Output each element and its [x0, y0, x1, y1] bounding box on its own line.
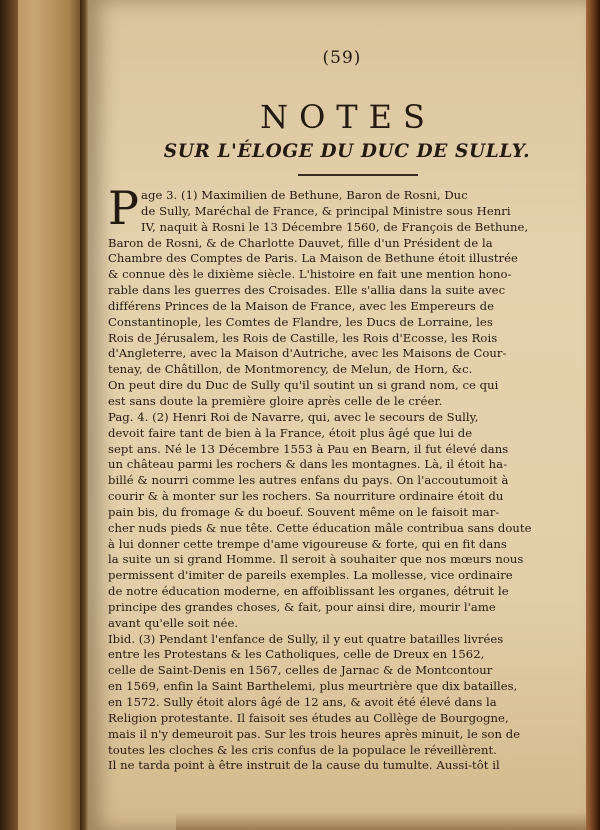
- title-rule: [298, 174, 418, 176]
- text-line: différens Princes de la Maison de France, avec les Empereurs de: [108, 298, 495, 313]
- text-line: billé & nourri comme les autres enfans du pays. On l'accoutumoit à: [108, 473, 509, 488]
- text-line: sept ans. Né le 13 Décembre 1553 à Pau en Bearn, il fut élevé dans: [108, 441, 509, 456]
- text-line: est sans doute la première gloire après celle de le créer.: [108, 393, 443, 408]
- text-line: pain bis, du fromage & du boeuf. Souvent même on le faisoit mar-: [108, 504, 500, 519]
- text-line: Rois de Jérusalem, les Rois de Castille, les Rois d'Ecosse, les Rois: [108, 330, 498, 345]
- text-line: Chambre des Comptes de Paris. La Maison de Bethune étoit illustrée: [108, 251, 518, 266]
- text-line: principe des grandes choses, & fait, pour ainsi dire, mourir l'ame: [108, 599, 496, 614]
- text-line: la suite un si grand Homme. Il seroit à souhaiter que nos mœurs nous: [108, 552, 524, 567]
- text-line: de notre éducation moderne, en affoiblissant les organes, détruit le: [108, 584, 509, 599]
- text-line: toutes les cloches & les cris confus de la populace le réveillèrent.: [108, 742, 497, 757]
- text-line: Il ne tarda point à être instruit de la cause du tumulte. Aussi-tôt il: [108, 758, 500, 773]
- text-line: age 3. (1) Maximilien de Bethune, Baron de Rosni, Duc: [141, 188, 468, 202]
- text-line: tenay, de Châtillon, de Montmorency, de Melun, de Horn, &c.: [108, 362, 473, 377]
- text-line: celle de Saint-Denis en 1567, celles de Jarnac & de Montcontour: [108, 663, 493, 678]
- text-line: en 1569, enfin la Saint Barthelemi, plus meurtrière que dix batailles,: [108, 679, 518, 694]
- text-line: cher nuds pieds & nue tête. Cette éducation mâle contribua sans doute: [108, 520, 532, 535]
- text-line: Constantinople, les Comtes de Flandre, les Ducs de Lorraine, les: [108, 314, 493, 329]
- text-line: Ibid. (3) Pendant l'enfance de Sully, il y eut quatre batailles livrées: [108, 631, 504, 646]
- note-paragraph-3: [108, 632, 576, 775]
- text-line: Pag. 4. (2) Henri Roi de Navarre, qui, avec le secours de Sully,: [108, 409, 479, 424]
- text-line: devoit faire tant de bien à la France, étoit plus âgé que lui de: [108, 425, 473, 440]
- text-line: entre les Protestans & les Catholiques, celle de Dreux en 1562,: [108, 647, 485, 662]
- page-number: (59): [322, 48, 362, 68]
- page-title: NOTES: [260, 98, 436, 136]
- text-line: & connue dès le dixième siècle. L'histoire en fait une mention hono-: [108, 267, 512, 282]
- text-line: rable dans les guerres des Croisades. Elle s'allia dans la suite avec: [108, 283, 506, 298]
- page: [88, 0, 588, 830]
- text-line: mais il n'y demeuroit pas. Sur les trois heures après minuit, le son de: [108, 726, 521, 741]
- text-line: courir & à monter sur les rochers. Sa nourriture ordinaire étoit du: [108, 489, 504, 504]
- book-cover-edge: [0, 0, 18, 830]
- text-line: IV, naquit à Rosni le 13 Décembre 1560, de François de Bethune,: [141, 219, 529, 234]
- text-line: de Sully, Maréchal de France, & principal Ministre sous Henri: [141, 203, 511, 218]
- note-paragraph-2: [108, 410, 576, 632]
- text-line: un château parmi les rochers & dans les montagnes. Là, il étoit ha-: [108, 457, 508, 472]
- note-paragraph-1: [108, 181, 576, 410]
- page-content: [108, 48, 576, 774]
- text-line: permissent d'imiter de pareils exemples. La mollesse, vice ordinaire: [108, 568, 513, 583]
- text-line: On peut dire du Duc de Sully qu'il soutint un si grand nom, ce qui: [108, 378, 499, 393]
- text-line: à lui donner cette trempe d'ame vigoureuse & forte, qui en fit dans: [108, 536, 507, 551]
- text-line: Baron de Rosni, & de Charlotte Dauvet, fille d'un Président de la: [108, 235, 493, 250]
- text-line: Religion protestante. Il faisoit ses études au Collège de Bourgogne,: [108, 710, 509, 725]
- right-page-edge: [586, 0, 600, 830]
- page-subtitle: SUR L'ÉLOGE DU DUC DE SULLY.: [163, 141, 531, 162]
- notes-body: [108, 181, 576, 774]
- page-bottom-shadow: [176, 812, 600, 830]
- text-line: d'Angleterre, avec la Maison d'Autriche, avec les Maisons de Cour-: [108, 346, 507, 361]
- text-line: avant qu'elle soit née.: [108, 615, 239, 630]
- drop-cap: P: [108, 181, 140, 235]
- text-line: en 1572. Sully étoit alors âgé de 12 ans, & avoit été élevé dans la: [108, 695, 497, 709]
